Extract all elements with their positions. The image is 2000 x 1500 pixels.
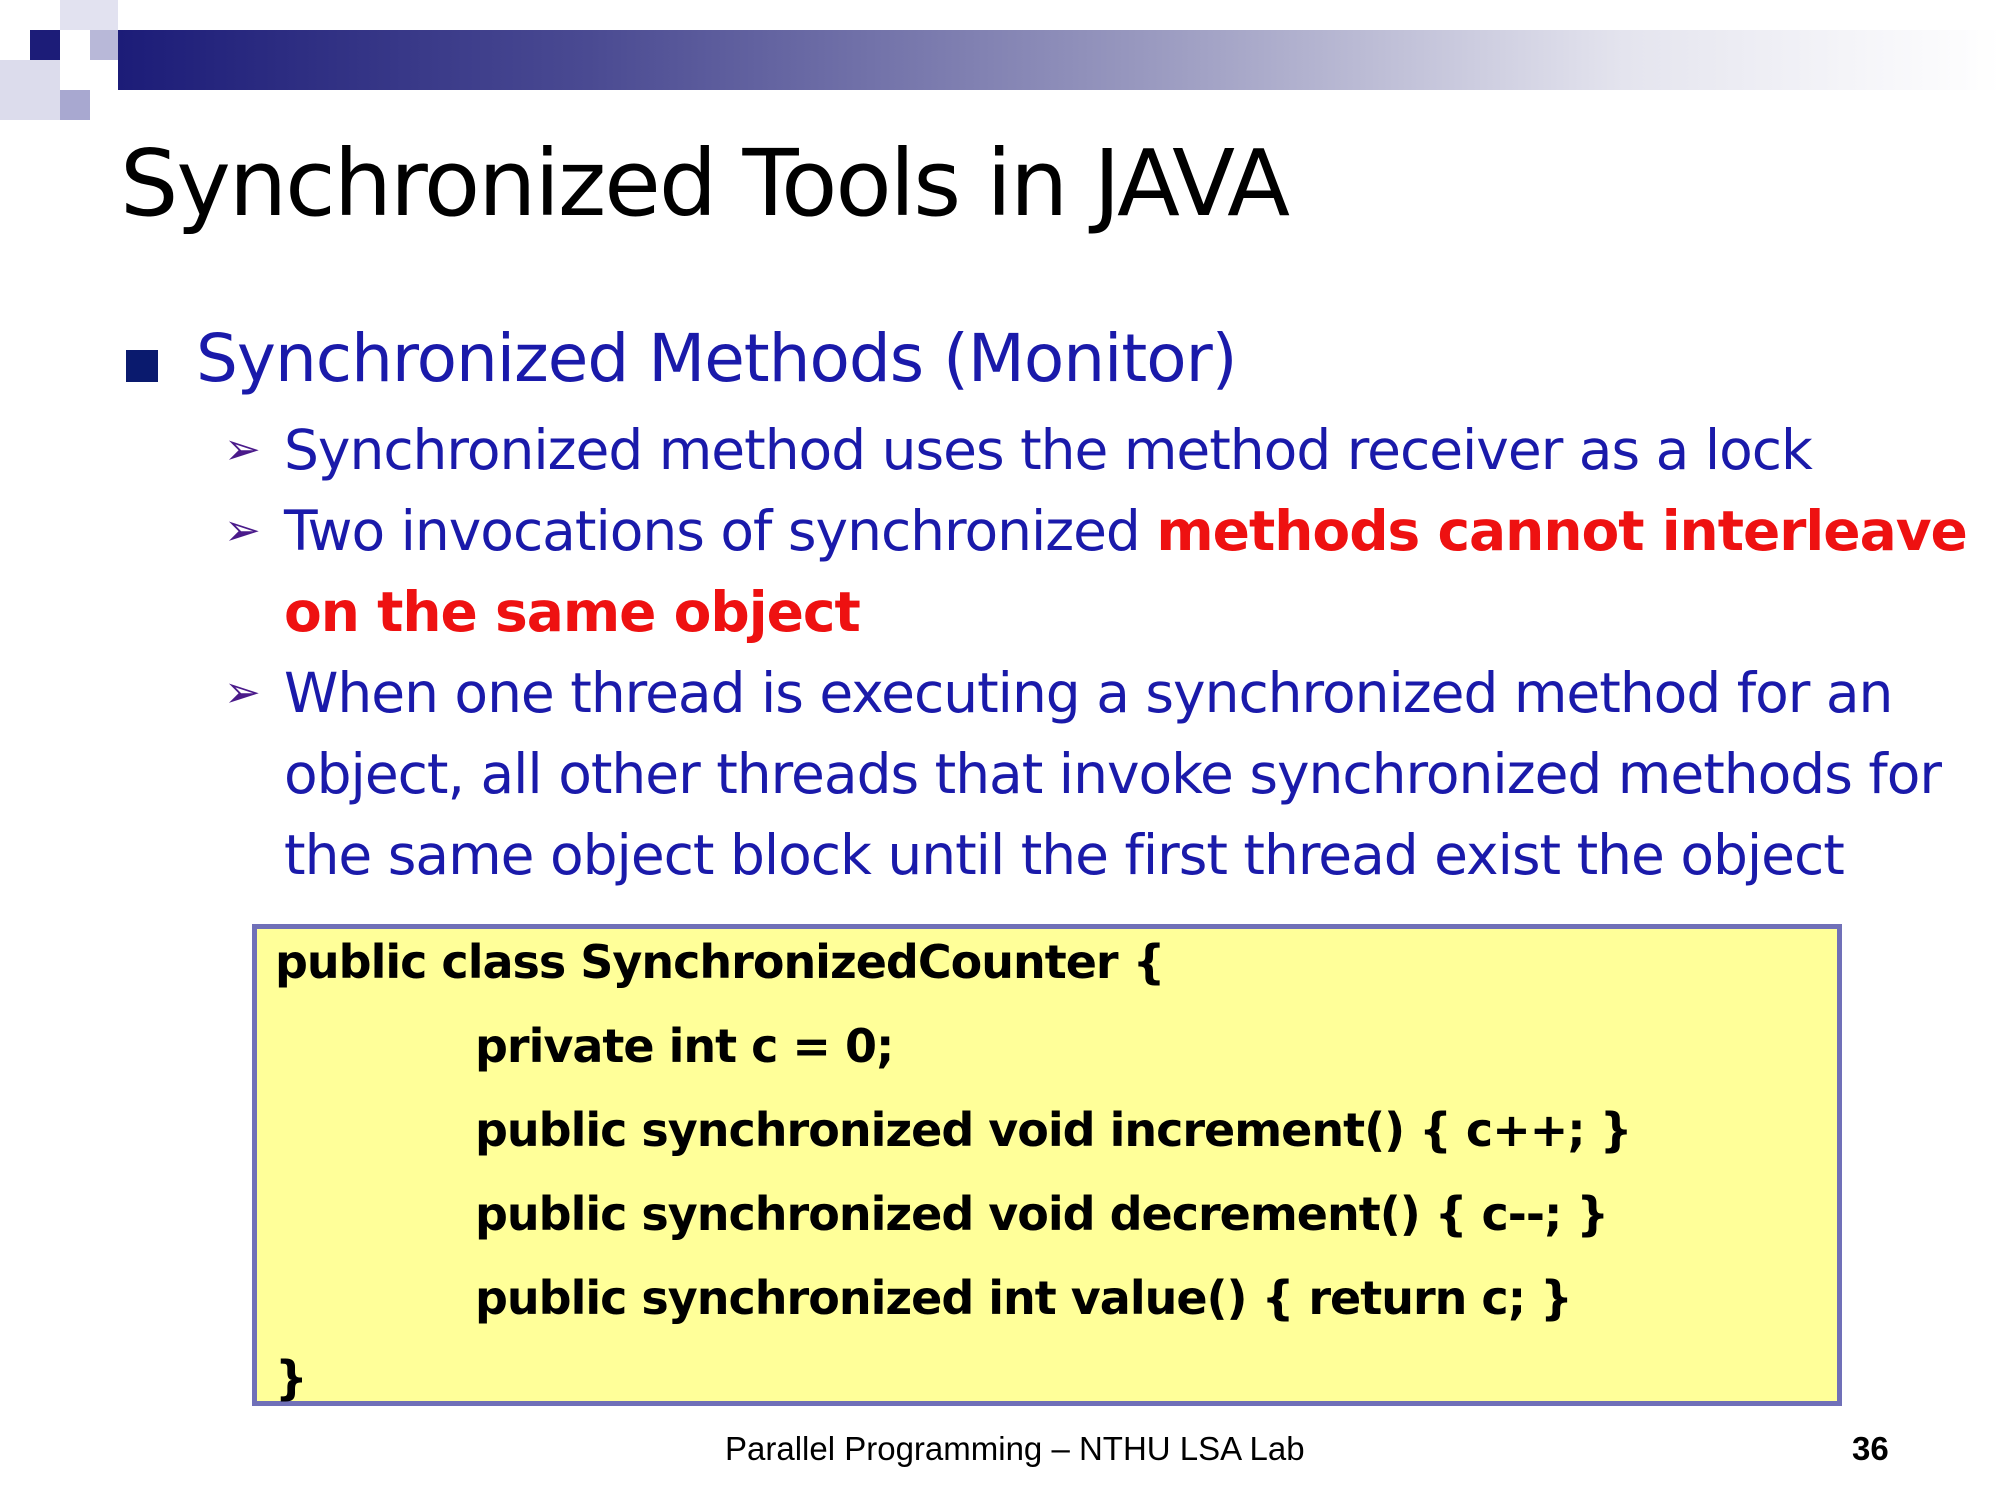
arrow-bullet-icon: ➢ xyxy=(224,505,261,556)
code-line: } xyxy=(275,1351,307,1405)
header-square-mid xyxy=(90,30,120,60)
sub-bullet-1 xyxy=(284,410,1812,491)
code-line: public synchronized void decrement() { c--; } xyxy=(475,1187,1609,1241)
slide-title: Synchronized Tools in JAVA xyxy=(120,130,1289,237)
highlight-text: on the same object xyxy=(284,580,860,644)
sub-bullet-3 xyxy=(284,653,1941,896)
page-number: 36 xyxy=(1852,1430,1889,1467)
code-line: private int c = 0; xyxy=(475,1019,894,1073)
sub-bullet-text: Synchronized method uses the method receiver as a lock xyxy=(284,418,1812,482)
bullet-square-icon xyxy=(126,350,158,382)
header-square-dark xyxy=(30,30,60,60)
header-square-mid xyxy=(60,90,90,120)
code-line: public synchronized void increment() { c++; } xyxy=(475,1103,1632,1157)
slide-footer: Parallel Programming – NTHU LSA Lab xyxy=(725,1430,1305,1467)
header-square-light xyxy=(60,0,118,30)
highlight-text: methods cannot interleave xyxy=(1156,499,1967,563)
main-bullet-text: Synchronized Methods (Monitor) xyxy=(196,320,1237,397)
sub-bullet-line: When one thread is executing a synchronized method for an xyxy=(284,661,1893,725)
sub-bullet-line: object, all other threads that invoke synchronized methods for xyxy=(284,742,1941,806)
arrow-bullet-icon: ➢ xyxy=(224,667,261,718)
sub-bullet-text: Two invocations of synchronized xyxy=(284,499,1157,563)
code-line: public synchronized int value() { return c; } xyxy=(475,1271,1572,1325)
code-box xyxy=(252,924,1842,1406)
arrow-bullet-icon: ➢ xyxy=(224,424,261,475)
sub-bullet-2 xyxy=(284,491,1967,653)
header-gradient-bar xyxy=(118,30,2000,90)
code-line: public class SynchronizedCounter { xyxy=(275,935,1165,989)
header-square-light xyxy=(0,60,60,120)
sub-bullet-line: the same object block until the first thread exist the object xyxy=(284,823,1844,887)
